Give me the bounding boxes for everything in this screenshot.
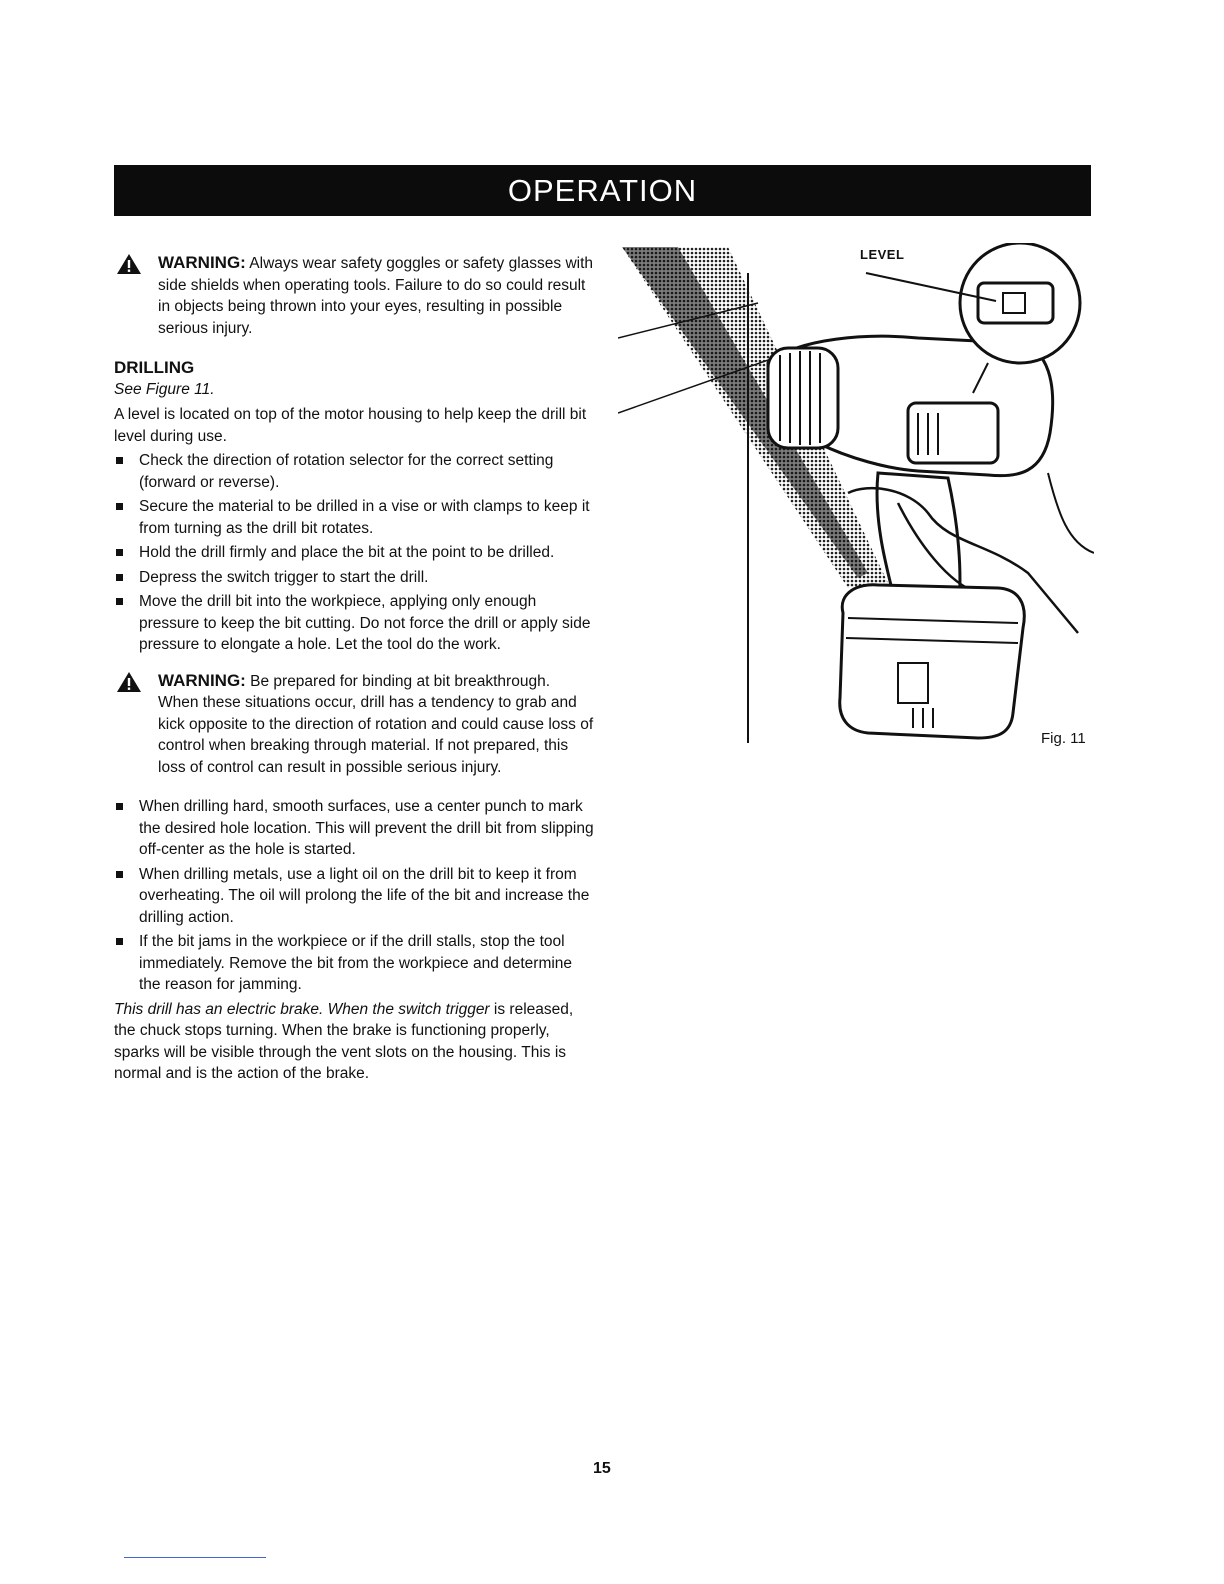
bullet-icon — [116, 598, 123, 605]
main-text-column — [114, 252, 594, 1088]
drilling-heading: DRILLING — [114, 358, 195, 377]
warning-text: Always wear safety goggles or safety glasses with side shields when operating tools. Failure to do so could result in objects being thrown into your eyes, resulting in possible serious injury. — [158, 255, 594, 337]
drill-chuck — [768, 348, 838, 448]
bullet-icon — [116, 503, 123, 510]
page-number: 15 — [593, 1460, 611, 1477]
warning-label: WARNING: — [158, 670, 246, 690]
warning-text: Be prepared for binding at bit breakthrough. When these situations occur, drill has a tendency to grab and kick opposite to the direction of rotation and could cause loss of control when breaking through material. If not prepared, this loss of control can result in possible serious injury. — [158, 672, 594, 776]
bullet-icon — [116, 457, 123, 464]
list-item: Hold the drill firmly and place the bit at the point to be drilled. — [114, 542, 594, 564]
bullet-icon — [116, 871, 123, 878]
brake-paragraph — [114, 999, 594, 1085]
level-bubble — [1003, 293, 1025, 313]
level-callout-label: LEVEL — [860, 247, 905, 262]
bullet-icon — [116, 549, 123, 556]
list-item: Check the direction of rotation selector for the correct setting (forward or reverse). — [114, 450, 594, 493]
arm-line — [1048, 473, 1094, 553]
list-item: Secure the material to be drilled in a vise or with clamps to keep it from turning as the drill bit rotates. — [114, 496, 594, 539]
list-item: Depress the switch trigger to start the drill. — [114, 567, 594, 589]
warning-binding — [114, 670, 594, 779]
footer-rule — [124, 1557, 266, 1558]
list-item: When drilling metals, use a light oil on the drill bit to keep it from overheating. The oil will prolong the life of the bit and increase the drilling action. — [114, 864, 594, 929]
bullet-icon — [116, 574, 123, 581]
warning-goggles — [114, 252, 594, 339]
drill-illustration — [618, 243, 1094, 743]
drill-side-panel — [908, 403, 998, 463]
see-figure-ref: See Figure 11. — [114, 380, 215, 398]
warning-label: WARNING: — [158, 253, 246, 272]
bullet-icon — [116, 803, 123, 810]
drilling-intro: A level is located on top of the motor housing to help keep the drill bit level during use. — [114, 406, 587, 445]
warning-icon — [116, 671, 142, 693]
list-item: Move the drill bit into the workpiece, applying only enough pressure to keep the bit cutting. Do not force the drill or apply side pressure to elongate a hole. Let the tool do the work. — [114, 591, 594, 656]
bullet-icon — [116, 938, 123, 945]
brake-text: is released, the chuck stops turning. When the brake is functioning properly, sparks will be visible through the vent slots on the housing. This is normal and is the action of the brake. — [114, 1000, 574, 1082]
drilling-steps-list — [114, 450, 594, 656]
list-item: If the bit jams in the workpiece or if the drill stalls, stop the tool immediately. Remove the bit from the workpiece and determine the reason for jamming. — [114, 931, 594, 996]
brake-intro: This drill has an electric brake. When the switch trigger — [114, 1000, 490, 1018]
section-title: OPERATION — [507, 173, 698, 208]
list-item: When drilling hard, smooth surfaces, use a center punch to mark the desired hole location. This will prevent the drill bit from slipping off-center as the hole is started. — [114, 796, 594, 861]
figure-caption: Fig. 11 — [1041, 730, 1086, 747]
section-header — [114, 165, 1091, 216]
warning-icon — [116, 253, 142, 275]
drilling-tips-list — [114, 796, 594, 996]
